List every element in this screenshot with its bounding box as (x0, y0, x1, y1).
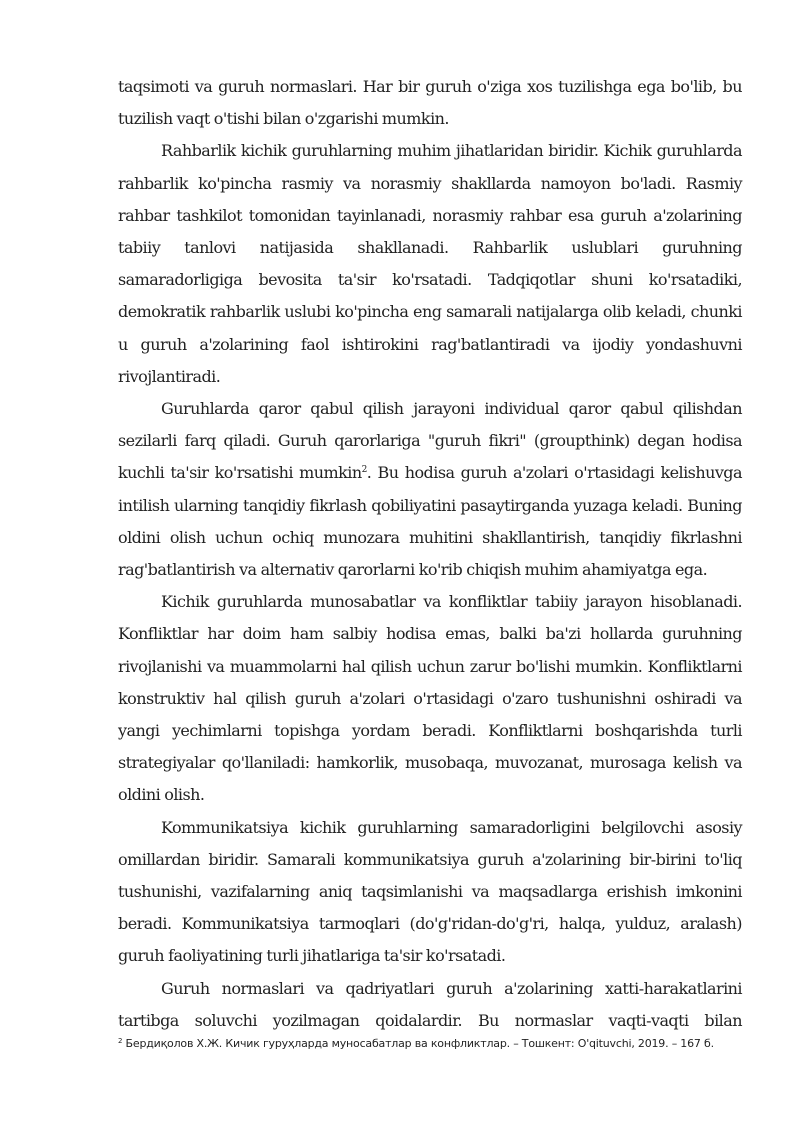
paragraph-conflicts: Kichik guruhlarda munosabatlar va konfliktlar tabiiy jarayon hisoblanadi. Konfliktlar har doim ham salbiy hodisa emas, balki ba'zi hollarda guruhning rivojlanishi va muammolarni hal qilish uchun zarur bo'lishi mumkin. Konfliktlarni konstruktiv hal qilish guruh a'zolari o'rtasidagi o'zaro tushunishni oshiradi va yangi yechimlarni topishga yordam beradi. Konfliktlarni boshqarishda turli strategiyalar qo'llaniladi: hamkorlik, musobaqa, muvozanat, murosaga kelish va oldini olish. (118, 592, 742, 805)
footnote (118, 1037, 758, 1050)
paragraph-continued: taqsimoti va guruh normaslari. Har bir guruh o'ziga xos tuzilishga ega bo'lib, bu tuzilish vaqt o'tishi bilan o'zgarishi mumkin. (118, 77, 742, 129)
paragraph-text-before-ref: Guruhlarda qaror qabul qilish jarayoni individual qaror qabul qilishdan sezilarli farq qiladi. Guruh qarorlariga "guruh fikri" (groupthink) degan hodisa kuchli ta'sir ko'rsatishi mumkin (118, 399, 742, 483)
paragraph-leadership: Rahbarlik kichik guruhlarning muhim jihatlaridan biridir. Kichik guruhlarda rahbarlik ko'pincha rasmiy va norasmiy shakllarda namoyon bo'ladi. Rasmiy rahbar tashkilot tomonidan tayinlanadi, norasmiy rahbar esa guruh a'zolarining tabiiy tanlovi natijasida shakllanadi. Rahbarlik uslublari guruhning samaradorligiga bevosita ta'sir ko'rsatadi. Tadqiqotlar shuni ko'rsatadiki, demokratik rahbarlik uslubi ko'pincha eng samarali natijalarga olib keladi, chunki u guruh a'zolarining faol ishtirokini rag'batlantiradi va ijodiy yondashuvni rivojlantiradi. (118, 141, 742, 386)
paragraph-norms: Guruh normaslari va qadriyatlari guruh a'zolarining xatti-harakatlarini tartibga soluvchi yozilmagan qoidalardir. Bu normaslar vaqti-vaqti bilan (118, 978, 742, 1030)
paragraph-text-after-ref: . Bu hodisa guruh a'zolari o'rtasidagi kelishuvga intilish ularning tanqidiy fikrlash qobiliyatini pasaytirganda yuzaga keladi. Buning oldini olish uchun ochiq munozara muhitini shakllantirish, tanqidiy fikrlashni rag'batlantirish va alternativ qarorlarni ko'rib chiqish muhim ahamiyatga ega. (118, 463, 742, 580)
body-text (118, 71, 742, 1037)
paragraph-communication: Kommunikatsiya kichik guruhlarning samaradorligini belgilovchi asosiy omillardan biridir. Samarali kommunikatsiya guruh a'zolarining bir-birini to'liq tushunishi, vazifalarning aniq taqsimlanishi va maqsadlarga erishish imkonini beradi. Kommunikatsiya tarmoqlari (do'g'ridan-do'g'ri, halqa, yulduz, aralash) guruh faoliyatining turli jihatlariga ta'sir ko'rsatadi. (118, 817, 742, 966)
footnote-number: 2 (118, 1037, 123, 1045)
paragraph-decision-making (118, 393, 742, 586)
footnote-text: Бердиқолов Х.Ж. Кичик гуруҳларда муносабатлар ва конфликтлар. – Тошкент: O'qituvchi, 2019. – 167 б. (122, 1037, 714, 1050)
footnote-reference[interactable]: 2 (361, 465, 367, 476)
